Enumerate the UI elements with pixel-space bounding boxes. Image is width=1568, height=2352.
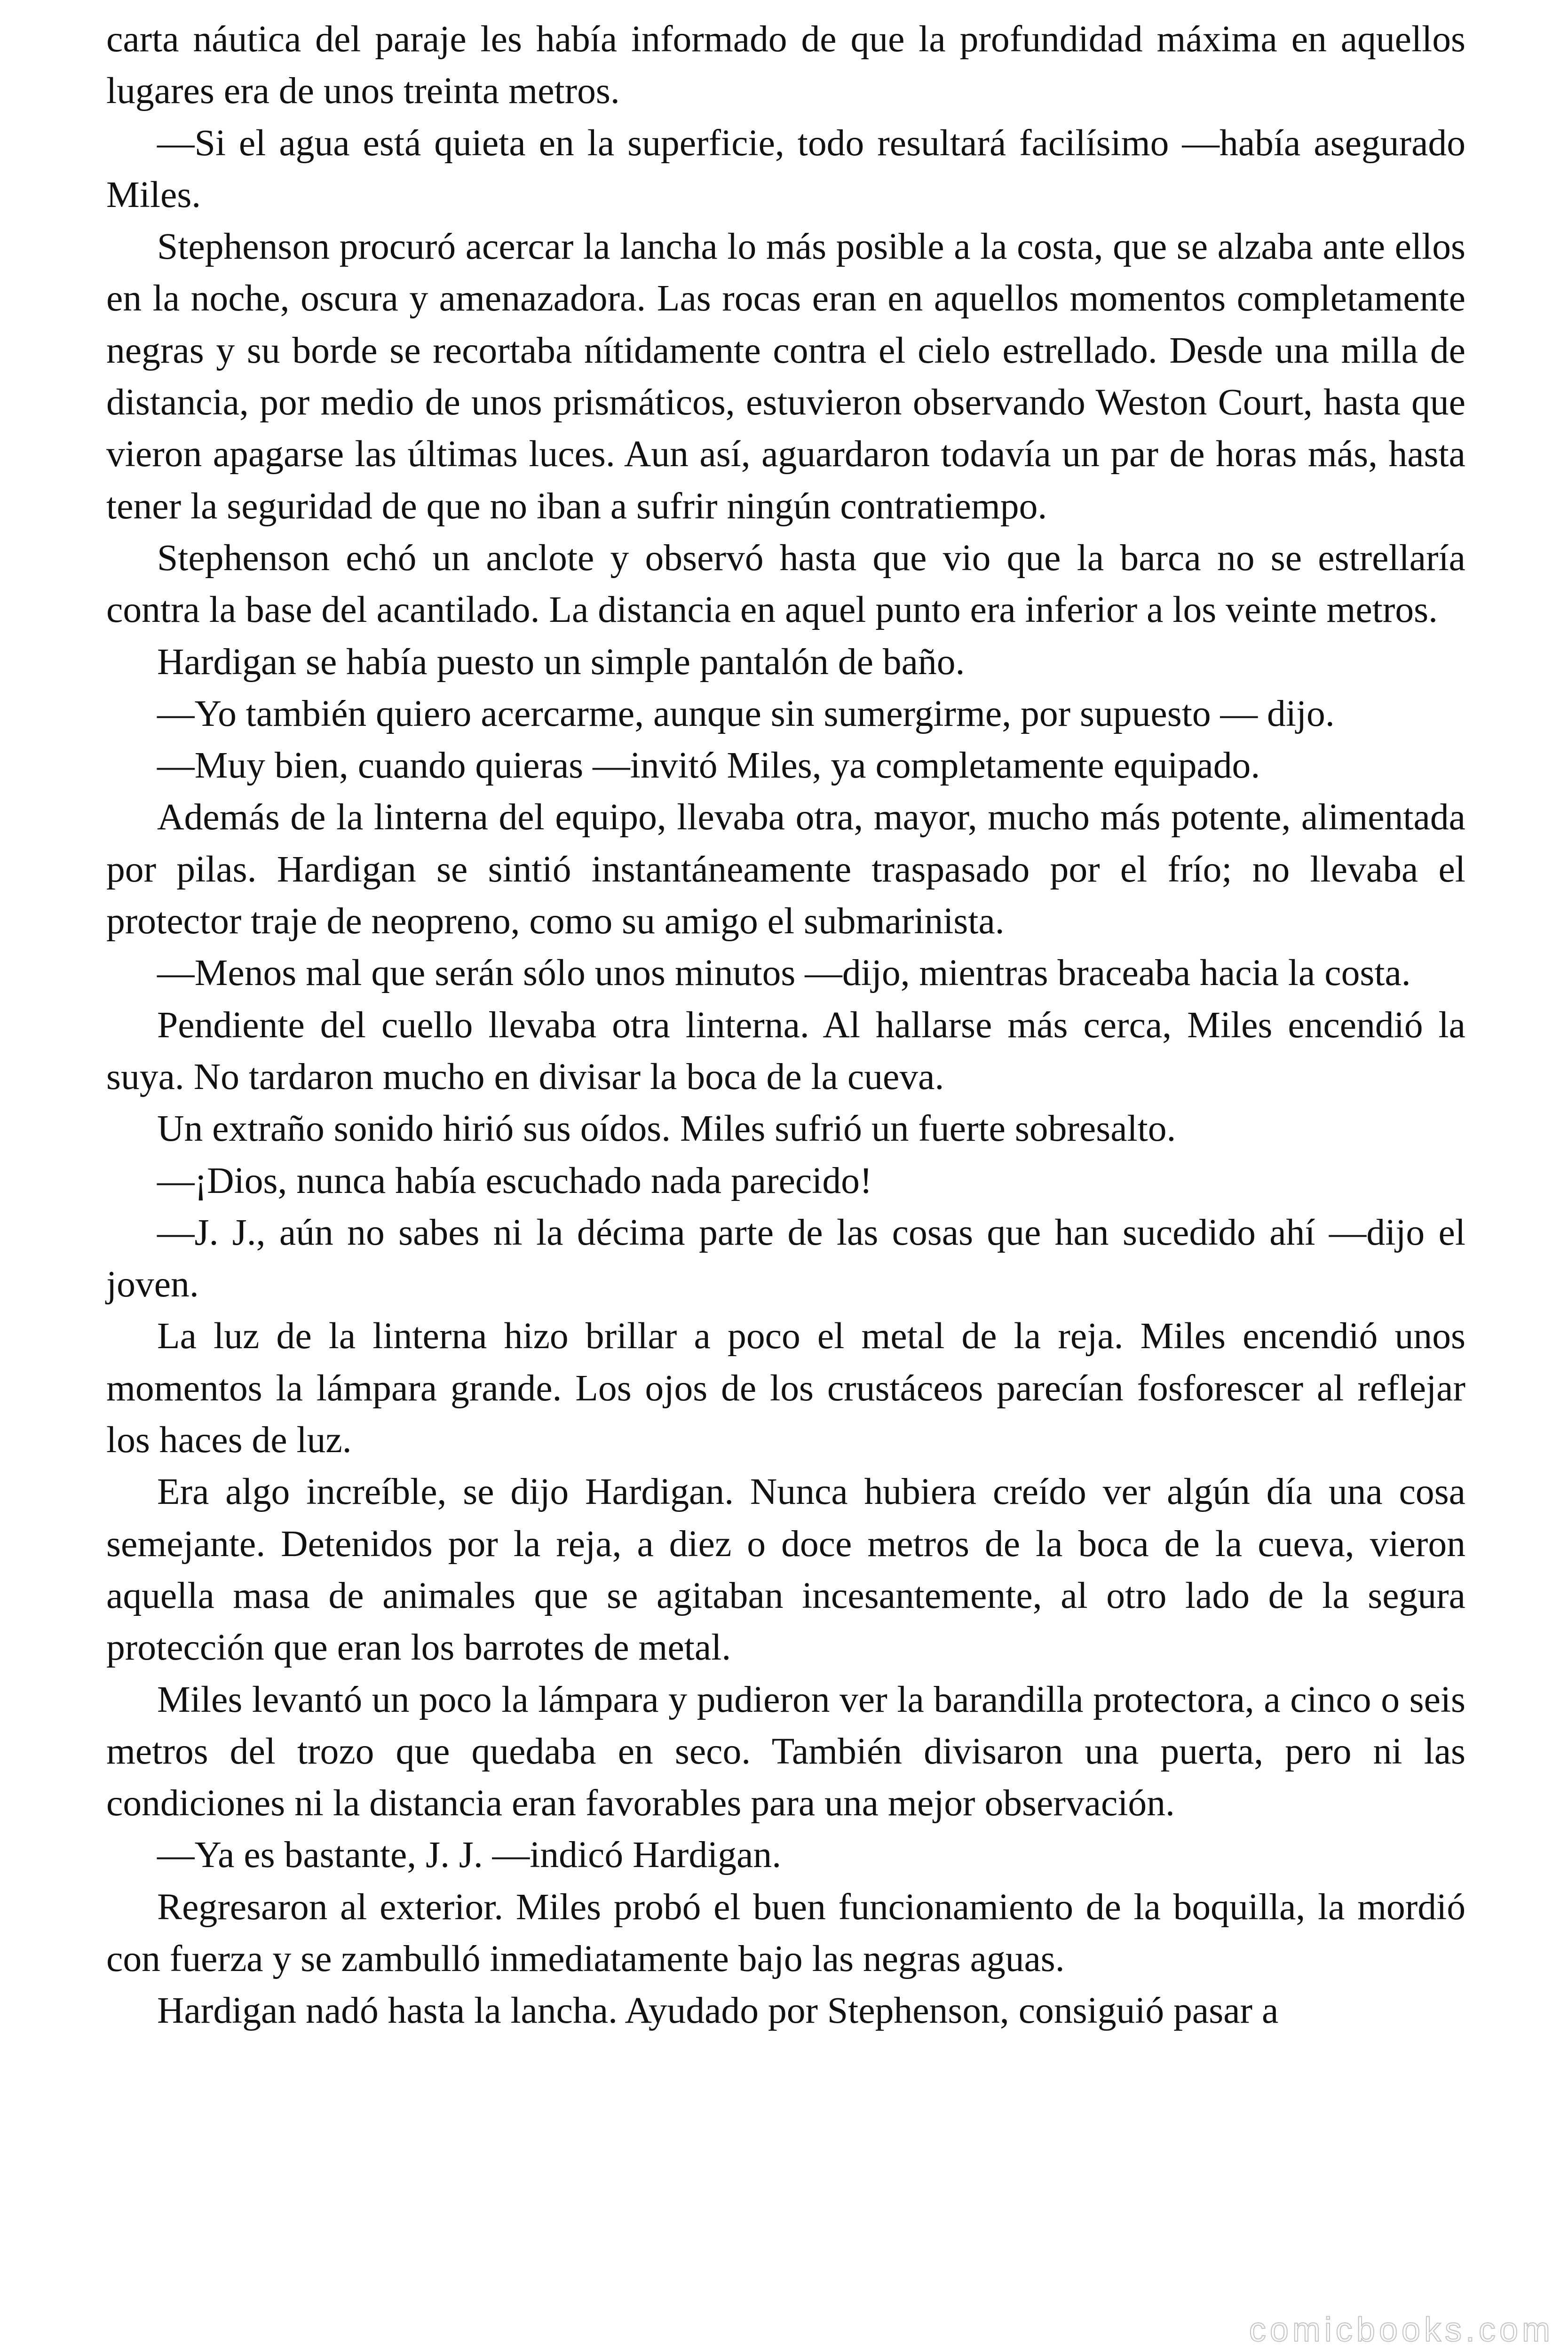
paragraph: Stephenson procuró acercar la lancha lo más posible a la costa, que se alzaba ante ellos en la noche, oscura y amenazadora. Las rocas eran en aquellos momentos completamente negras y su borde se recortaba nítidamente contra el cielo estrellado. Desde una milla de distancia, por medio de unos prismáticos, estuvieron observando Weston Court, hasta que vieron apagarse las últimas luces. Aun así, aguardaron todavía un par de horas más, hasta tener la seguridad de que no iban a sufrir ningún contratiempo. [106,226,1465,527]
paragraph: —Menos mal que serán sólo unos minutos —dijo, mientras braceaba hacia la costa. [157,952,1411,994]
watermark: comicbooks.com [1249,2311,1554,2349]
paragraph: Stephenson echó un anclote y observó hasta que vio que la barca no se estrellaría contra la base del acantilado. La distancia en aquel punto era inferior a los veinte metros. [106,537,1465,631]
paragraph: Además de la linterna del equipo, llevaba otra, mayor, mucho más potente, alimentada por pilas. Hardigan se sintió instantáneamente traspasado por el frío; no llevaba el protector traje de neopreno, como su amigo el submarinista. [106,796,1465,942]
paragraph: —¡Dios, nunca había escuchado nada parecido! [157,1160,872,1201]
paragraph: Hardigan nadó hasta la lancha. Ayudado por Stephenson, consiguió pasar a [157,1990,1279,2032]
paragraph: Regresaron al exterior. Miles probó el buen funcionamiento de la boquilla, la mordió con fuerza y se zambulló inmediatamente bajo las negras aguas. [106,1886,1465,1979]
paragraph: —Ya es bastante, J. J. —indicó Hardigan. [157,1834,782,1876]
paragraph: Pendiente del cuello llevaba otra linterna. Al hallarse más cerca, Miles encendió la suya. No tardaron mucho en divisar la boca de la cueva. [106,1004,1465,1097]
paragraph: Un extraño sonido hirió sus oídos. Miles sufrió un fuerte sobresalto. [157,1108,1176,1150]
paragraph: —Si el agua está quieta en la superficie, todo resultará facilísimo —había asegurado Miles. [106,122,1465,215]
paragraph: —J. J., aún no sabes ni la décima parte de las cosas que han sucedido ahí —dijo el joven. [106,1211,1465,1305]
page-body-text [106,13,1465,2037]
paragraph: —Yo también quiero acercarme, aunque sin sumergirme, por supuesto — dijo. [157,692,1335,734]
paragraph: Miles levantó un poco la lámpara y pudieron ver la barandilla protectora, a cinco o seis metros del trozo que quedaba en seco. También divisaron una puerta, pero ni las condiciones ni la distancia eran favorables para una mejor observación. [106,1678,1465,1824]
paragraph: La luz de la linterna hizo brillar a poco el metal de la reja. Miles encendió unos momentos la lámpara grande. Los ojos de los crustáceos parecían fosforescer al reflejar los haces de luz. [106,1315,1465,1461]
paragraph: Era algo increíble, se dijo Hardigan. Nunca hubiera creído ver algún día una cosa semejante. Detenidos por la reja, a diez o doce metros de la boca de la cueva, vieron aquella masa de animales que se agitaban incesantemente, al otro lado de la segura protección que eran los barrotes de metal. [106,1471,1465,1669]
paragraph: Hardigan se había puesto un simple pantalón de baño. [157,641,965,683]
paragraph: —Muy bien, cuando quieras —invitó Miles, ya completamente equipado. [157,745,1260,787]
paragraph: carta náutica del paraje les había informado de que la profundidad máxima en aquellos lugares era de unos treinta metros. [106,18,1465,112]
